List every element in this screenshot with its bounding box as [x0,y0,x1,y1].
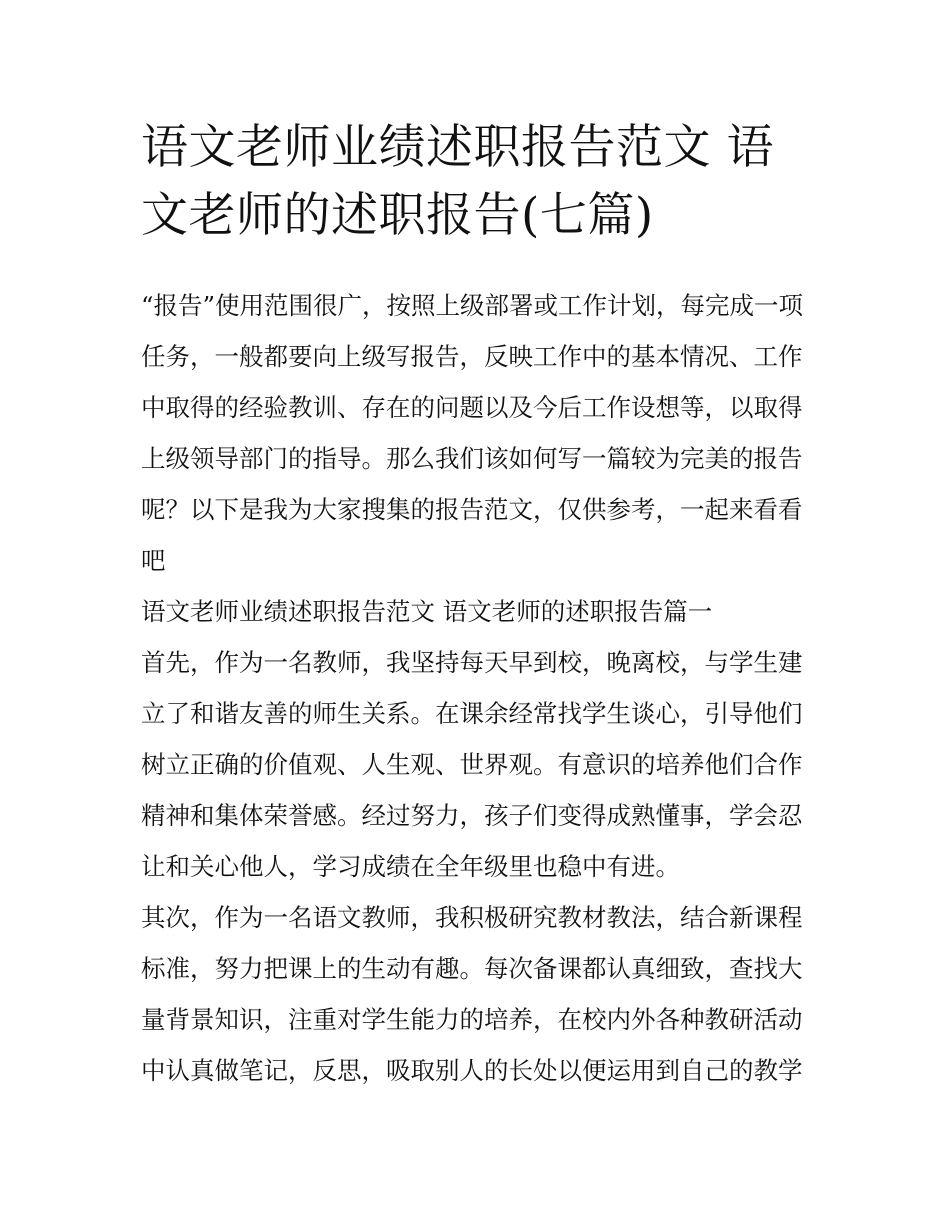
text-line: 呢？以下是我为大家搜集的报告范文，仅供参考，一起来看看 [141,495,803,524]
text-line: 上级领导部门的指导。那么我们该如何写一篇较为完美的报告 [141,444,803,473]
document-body [141,280,813,1096]
text-line: 量背景知识，注重对学生能力的培养，在校内外各种教研活动 [141,1005,803,1034]
text-line: 标准，努力把课上的生动有趣。每次备课都认真细致，查找大 [141,954,803,983]
text-line: 让和关心他人，学习成绩在全年级里也稳中有进。 [141,852,680,881]
text-line: 吧 [141,546,166,575]
text-line: 精神和集体荣誉感。经过努力，孩子们变得成熟懂事，学会忍 [141,801,803,830]
text-line: 其次，作为一名语文教师，我积极研究教材教法，结合新课程 [141,903,803,932]
text-line: 中认真做笔记，反思，吸取别人的长处以便运用到自己的教学 [141,1056,803,1085]
paragraph-first [141,637,813,892]
document-content [141,114,813,1096]
section-heading: 语文老师业绩述职报告范文 语文老师的述职报告篇一 [141,597,713,626]
text-line: 立了和谐友善的师生关系。在课余经常找学生谈心，引导他们 [141,699,803,728]
document-title [141,114,813,250]
intro-paragraph [141,280,813,586]
text-line: 任务，一般都要向上级写报告，反映工作中的基本情况、工作 [141,342,803,371]
title-line: 语文老师业绩述职报告范文 语 [141,120,774,175]
text-line: 树立正确的价值观、人生观、世界观。有意识的培养他们合作 [141,750,803,779]
paragraph-second [141,892,813,1096]
text-line: 中取得的经验教训、存在的问题以及今后工作设想等，以取得 [141,393,803,422]
text-line: “报告”使用范围很广，按照上级部署或工作计划，每完成一项 [141,291,804,320]
title-line: 文老师的述职报告(七篇) [141,188,654,243]
text-line: 首先，作为一名教师，我坚持每天早到校，晚离校，与学生建 [141,648,803,677]
